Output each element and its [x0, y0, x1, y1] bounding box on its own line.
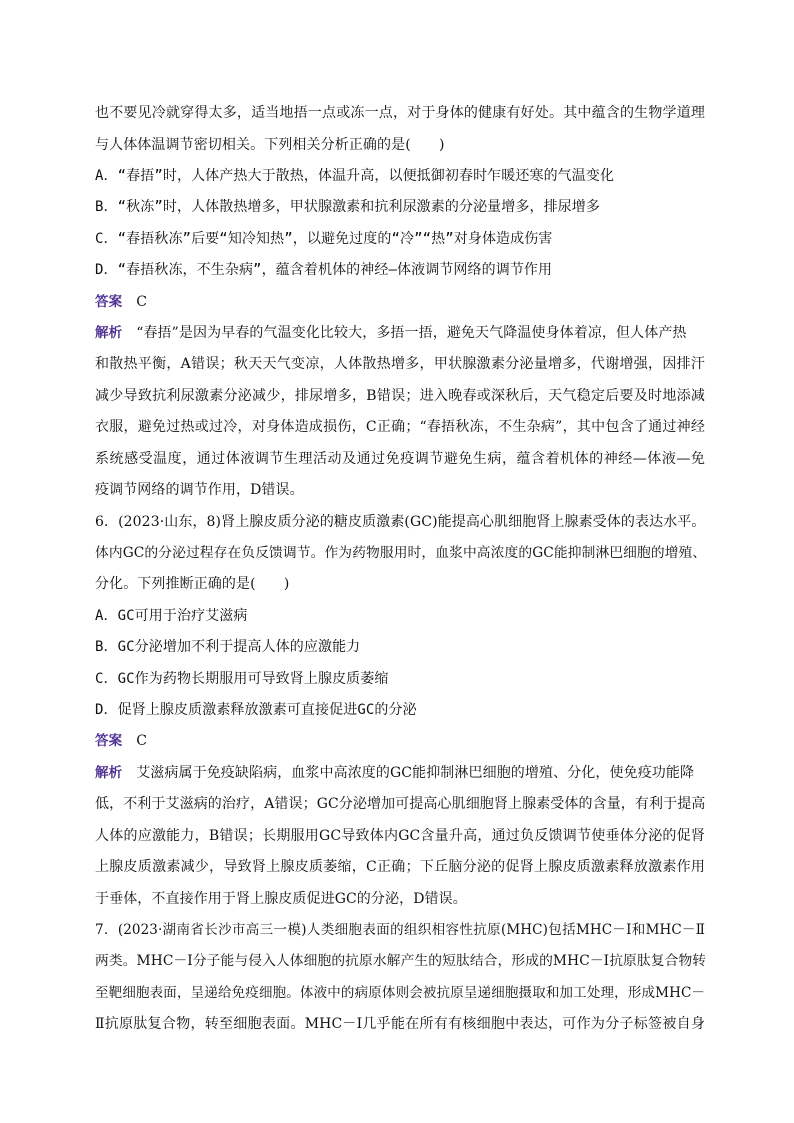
q6-stem-line-3: 分化。下列推断正确的是( ) [95, 576, 290, 592]
q6-stem-line-1: 6．(2023·山东，8)肾上腺皮质分泌的糖皮质激素(GC)能提高心肌细胞肾上腺素受体的表达水平。 [95, 514, 706, 530]
q7-stem-line-2: 两类。MHC－Ⅰ分子能与侵入人体细胞的抗原水解产生的短肽结合，形成的MHC－Ⅰ抗原肽复合物转 [95, 953, 707, 969]
answer-value: C [136, 294, 148, 310]
q5-stem-line-1: 也不要见冷就穿得太多，适当地捂一点或冻一点，对于身体的健康有好处。其中蕴含的生物学道理 [95, 105, 705, 121]
q5-analysis-line-4: 衣服，避免过热或过冷，对身体造成损伤，C正确；“春捂秋冻，不生杂病”，其中包含了通过神经 [95, 419, 705, 435]
analysis-text: “春捂”是因为早春的气温变化比较大，多捂一捂，避免天气降温使身体着凉，但人体产热 [136, 325, 687, 341]
q6-analysis-line-1 [95, 763, 705, 783]
q6-analysis-line-4: 上腺皮质激素减少，导致肾上腺皮质萎缩，C正确；下丘脑分泌的促肾上腺皮质激素释放激素作用 [95, 859, 705, 875]
q6-option-a: A．GC可用于治疗艾滋病 [95, 608, 248, 624]
q5-answer [95, 292, 705, 312]
answer-label: 答案 [95, 294, 123, 310]
q5-analysis-line-1 [95, 323, 705, 343]
q6-option-b: B．GC分泌增加不利于提高人体的应激能力 [95, 639, 361, 655]
q5-option-c: C．“春捂秋冻”后要“知冷知热”，以避免过度的“冷”“热”对身体造成伤害 [95, 231, 553, 247]
q5-analysis-line-6: 疫调节网络的调节作用，D错误。 [95, 482, 304, 498]
q5-analysis-line-5: 系统感受温度，通过体液调节生理活动及通过免疫调节避免生病，蕴含着机体的神经—体液—免 [95, 451, 705, 467]
q5-stem-line-2: 与人体体温调节密切相关。下列相关分析正确的是( ) [95, 137, 445, 153]
q6-option-d: D．促肾上腺皮质激素释放激素可直接促进GC的分泌 [95, 702, 417, 718]
q5-analysis-line-3: 减少导致抗利尿激素分泌减少，排尿增多，B错误；进入晚春或深秋后，天气稳定后要及时地添减 [95, 388, 705, 404]
answer-label: 答案 [95, 733, 123, 749]
analysis-label: 解析 [95, 325, 123, 341]
q5-option-b: B．“秋冻”时，人体散热增多，甲状腺激素和抗利尿激素的分泌量增多，排尿增多 [95, 199, 600, 215]
q5-analysis-line-2: 和散热平衡，A错误；秋天天气变凉，人体散热增多，甲状腺激素分泌量增多，代谢增强，因排汗 [95, 356, 705, 372]
analysis-label: 解析 [95, 765, 123, 781]
q6-analysis-line-3: 人体的应激能力，B错误；长期服用GC导致体内GC含量升高，通过负反馈调节使垂体分泌的促肾 [95, 828, 705, 844]
q6-option-c: C．GC作为药物长期服用可导致肾上腺皮质萎缩 [95, 671, 389, 687]
q6-analysis-line-2: 低，不利于艾滋病的治疗，A错误；GC分泌增加可提高心肌细胞肾上腺素受体的含量，有利于提高 [95, 796, 706, 812]
q5-option-a: A．“春捂”时，人体产热大于散热，体温升高，以便抵御初春时乍暖还寒的气温变化 [95, 168, 615, 184]
answer-value: C [136, 733, 148, 749]
q6-analysis-line-5: 于垂体，不直接作用于肾上腺皮质促进GC的分泌，D错误。 [95, 891, 467, 907]
q6-answer [95, 731, 705, 751]
q7-stem-line-3: 至靶细胞表面，呈递给免疫细胞。体液中的病原体则会被抗原呈递细胞摄取和加工处理，形成MHC－ [95, 985, 705, 1001]
q6-stem-line-2: 体内GC的分泌过程存在负反馈调节。作为药物服用时，血浆中高浓度的GC能抑制淋巴细胞的增殖、 [95, 545, 707, 561]
q7-stem-line-4: Ⅱ抗原肽复合物，转至细胞表面。MHC－Ⅰ几乎能在所有有核细胞中表达，可作为分子标签被自身 [95, 1016, 705, 1032]
analysis-text: 艾滋病属于免疫缺陷病，血浆中高浓度的GC能抑制淋巴细胞的增殖、分化，使免疫功能降 [136, 765, 695, 781]
q5-option-d: D．“春捂秋冻，不生杂病”，蕴含着机体的神经—体液调节网络的调节作用 [95, 262, 553, 278]
q7-stem-line-1: 7．(2023·湖南省长沙市高三一模)人类细胞表面的组织相容性抗原(MHC)包括MHC－Ⅰ和MHC－Ⅱ [95, 922, 705, 938]
